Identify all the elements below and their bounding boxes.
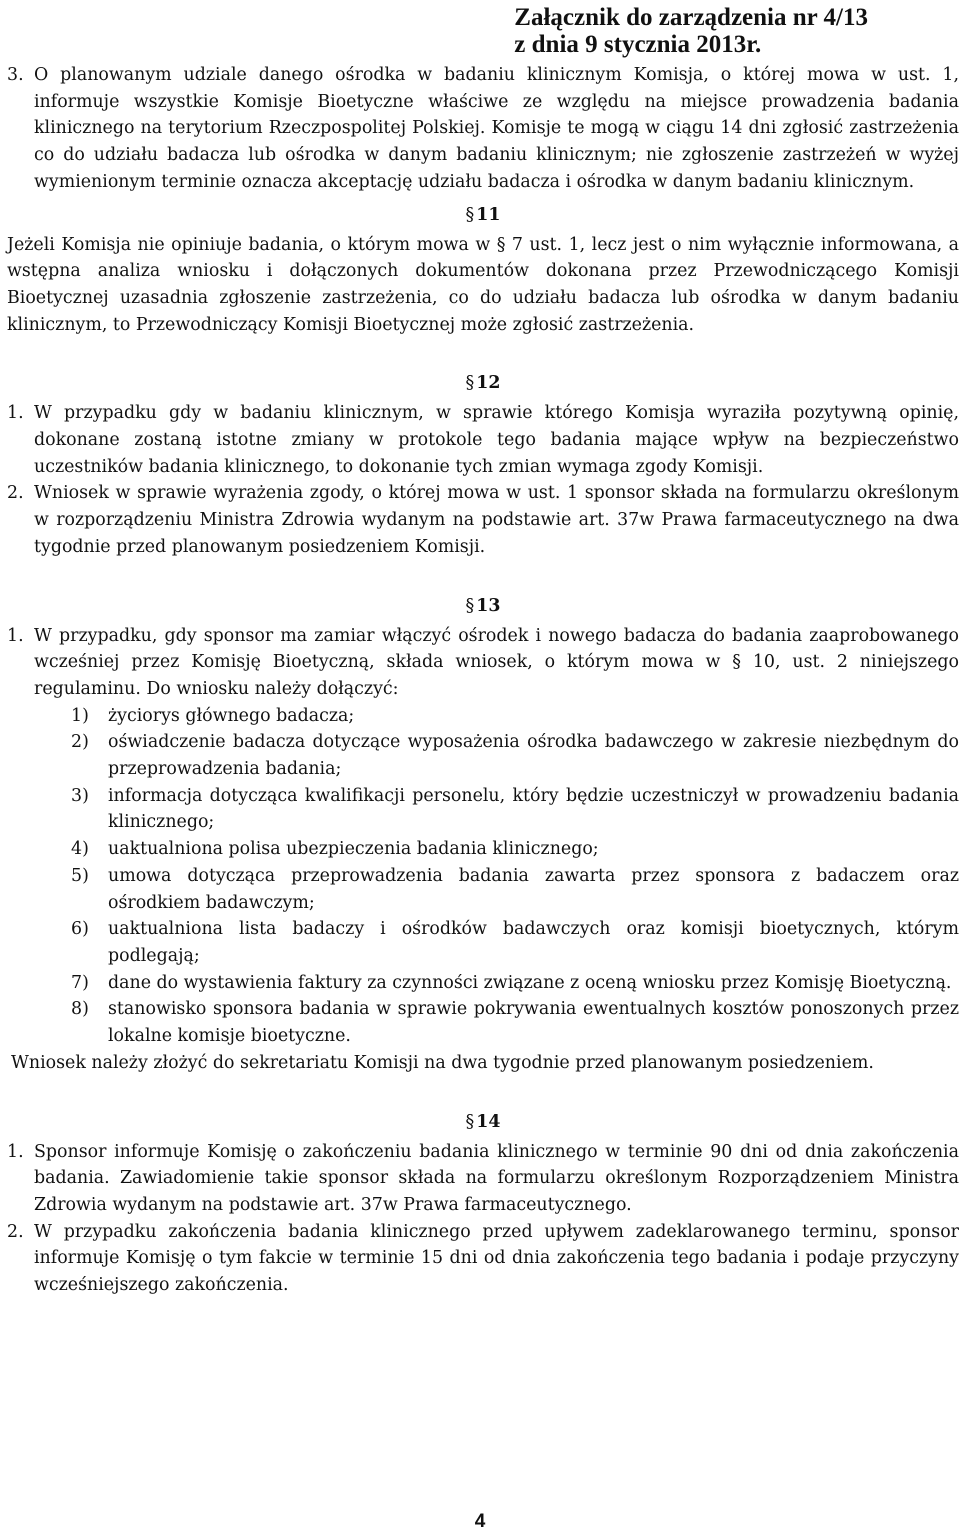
item-text: W przypadku, gdy sponsor ma zamiar włączyć ośrodek i nowego badacza do badania zaaprobowanego wcześniej przez Komisję Bioetyczną, składa wniosek, o którym mowa w § 10, ust. 2 niniejszego regulaminu. Do wniosku należy dołączyć: xyxy=(34,625,959,699)
list-item: 8) stanowisko sponsora badania w sprawie pokrywania ewentualnych kosztów ponoszonych przez lokalne komisje bioetyczne. xyxy=(71,999,959,1047)
paragraph-number: 3. xyxy=(7,65,24,85)
section-symbol: § xyxy=(465,204,475,225)
item-text: W przypadku zakończenia badania klinicznego przed upływem zadeklarowanego terminu, sponsor informuje Komisję o tym fakcie w terminie 15 dni od dnia zakończenia tego badania i podaje przyczyny wcześniejszego zakończenia. xyxy=(34,1221,959,1296)
section-heading-14 xyxy=(7,1105,959,1139)
section-11-text: Jeżeli Komisja nie opiniuje badania, o którym mowa w § 7 ust. 1, lecz jest o nim wyłącznie informowana, a wstępna analiza wniosku i dołączonych dokumentów dokonana przez Przewodniczącego Komisji Bioetycznej uzasadnia zgłoszenie zastrzeżenia, co do udziału badacza lub ośrodka w danym badaniu klinicznym, to Przewodniczący Komisji Bioetycznej może zgłosić zastrzeżenia. xyxy=(7,234,959,335)
item-number: 2. xyxy=(7,483,24,504)
item-number: 2. xyxy=(7,1221,24,1242)
section-symbol: § xyxy=(465,373,475,394)
item-number: 1. xyxy=(7,625,24,646)
document-header xyxy=(514,4,868,58)
section-13-item-1 xyxy=(7,623,959,703)
attachment-list xyxy=(71,703,959,1050)
list-item: 5) umowa dotycząca przeprowadzenia badania zawarta przez sponsora z badaczem oraz ośrodkiem badawczym; xyxy=(71,865,959,913)
item-text: W przypadku gdy w badaniu klinicznym, w sprawie którego Komisja wyraziła pozytywną opinię, dokonane zostaną istotne zmiany w protokole tego badania mające wpływ na bezpieczeństwo uczestników badania klinicznego, to dokonanie tych zmian wymaga zgody Komisji. xyxy=(34,403,959,477)
section-heading-12 xyxy=(7,366,959,400)
item-number: 1. xyxy=(7,403,24,424)
section-13-closing: Wniosek należy złożyć do sekretariatu Komisji na dwa tygodnie przed planowanym posiedzeniem. xyxy=(11,1052,874,1073)
section-14-item-1 xyxy=(7,1139,959,1219)
list-item: 2) oświadczenie badacza dotyczące wyposażenia ośrodka badawczego w zakresie niezbędnym do przeprowadzenia badania; xyxy=(71,732,959,780)
header-line-2: z dnia 9 stycznia 2013r. xyxy=(514,31,762,58)
list-item: 4) uaktualniona polisa ubezpieczenia badania klinicznego; xyxy=(71,839,599,860)
section-symbol: § xyxy=(465,1111,475,1132)
section-number: 12 xyxy=(476,373,501,394)
item-number: 1. xyxy=(7,1141,24,1162)
list-item: 1) życiorys głównego badacza; xyxy=(71,705,355,726)
section-number: 14 xyxy=(476,1111,501,1132)
section-heading-13 xyxy=(7,589,959,623)
section-12-item-1 xyxy=(7,400,959,480)
header-line-1: Załącznik do zarządzenia nr 4/13 xyxy=(514,4,868,31)
section-number: 13 xyxy=(476,595,501,616)
section-number: 11 xyxy=(476,204,501,225)
section-symbol: § xyxy=(465,595,475,616)
page-number: 4 xyxy=(474,1511,486,1532)
list-item: 6) uaktualniona lista badaczy i ośrodków badawczych oraz komisji bioetycznych, którym podlegają; xyxy=(71,919,959,966)
paragraph-3 xyxy=(7,62,959,196)
item-text: Wniosek w sprawie wyrażenia zgody, o której mowa w ust. 1 sponsor składa na formularzu określonym w rozporządzeniu Ministra Zdrowia wydanym na podstawie art. 37w Prawa farmaceutycznego na dwa tygodnie przed planowanym posiedzeniem Komisji. xyxy=(34,483,959,557)
document-body xyxy=(7,62,959,1299)
section-12-item-2 xyxy=(7,480,959,560)
list-item: 3) informacja dotycząca kwalifikacji personelu, który będzie uczestniczył w prowadzeniu badania klinicznego; xyxy=(71,785,959,833)
item-text: Sponsor informuje Komisję o zakończeniu badania klinicznego w terminie 90 dni od dnia zakończenia badania. Zawiadomienie takie sponsor składa na formularzu określonym Rozporządzeniem Ministra Zdrowia wydanym na podstawie art. 37w Prawa farmaceutycznego. xyxy=(34,1141,959,1215)
paragraph-text: O planowanym udziale danego ośrodka w badaniu klinicznym Komisja, o której mowa w ust. 1, informuje wszystkie Komisje Bioetyczne właściwe ze względu na miejsce prowadzenia badania klinicznego na terytorium Rzeczpospolitej Polskiej. Komisje te mogą w ciągu 14 dni zgłosić zastrzeżenia co do udziału badacza lub ośrodka w danym badaniu klinicznym; nie zgłoszenie zastrzeżeń w wyżej wymienionym terminie oznacza akceptację udziału badacza i ośrodka w danym badaniu klinicznym. xyxy=(34,65,959,192)
section-heading-11 xyxy=(7,198,959,232)
section-14-item-2 xyxy=(7,1219,959,1299)
list-item: 7) dane do wystawienia faktury za czynności związane z oceną wniosku przez Komisję Bioetyczną. xyxy=(71,972,952,993)
